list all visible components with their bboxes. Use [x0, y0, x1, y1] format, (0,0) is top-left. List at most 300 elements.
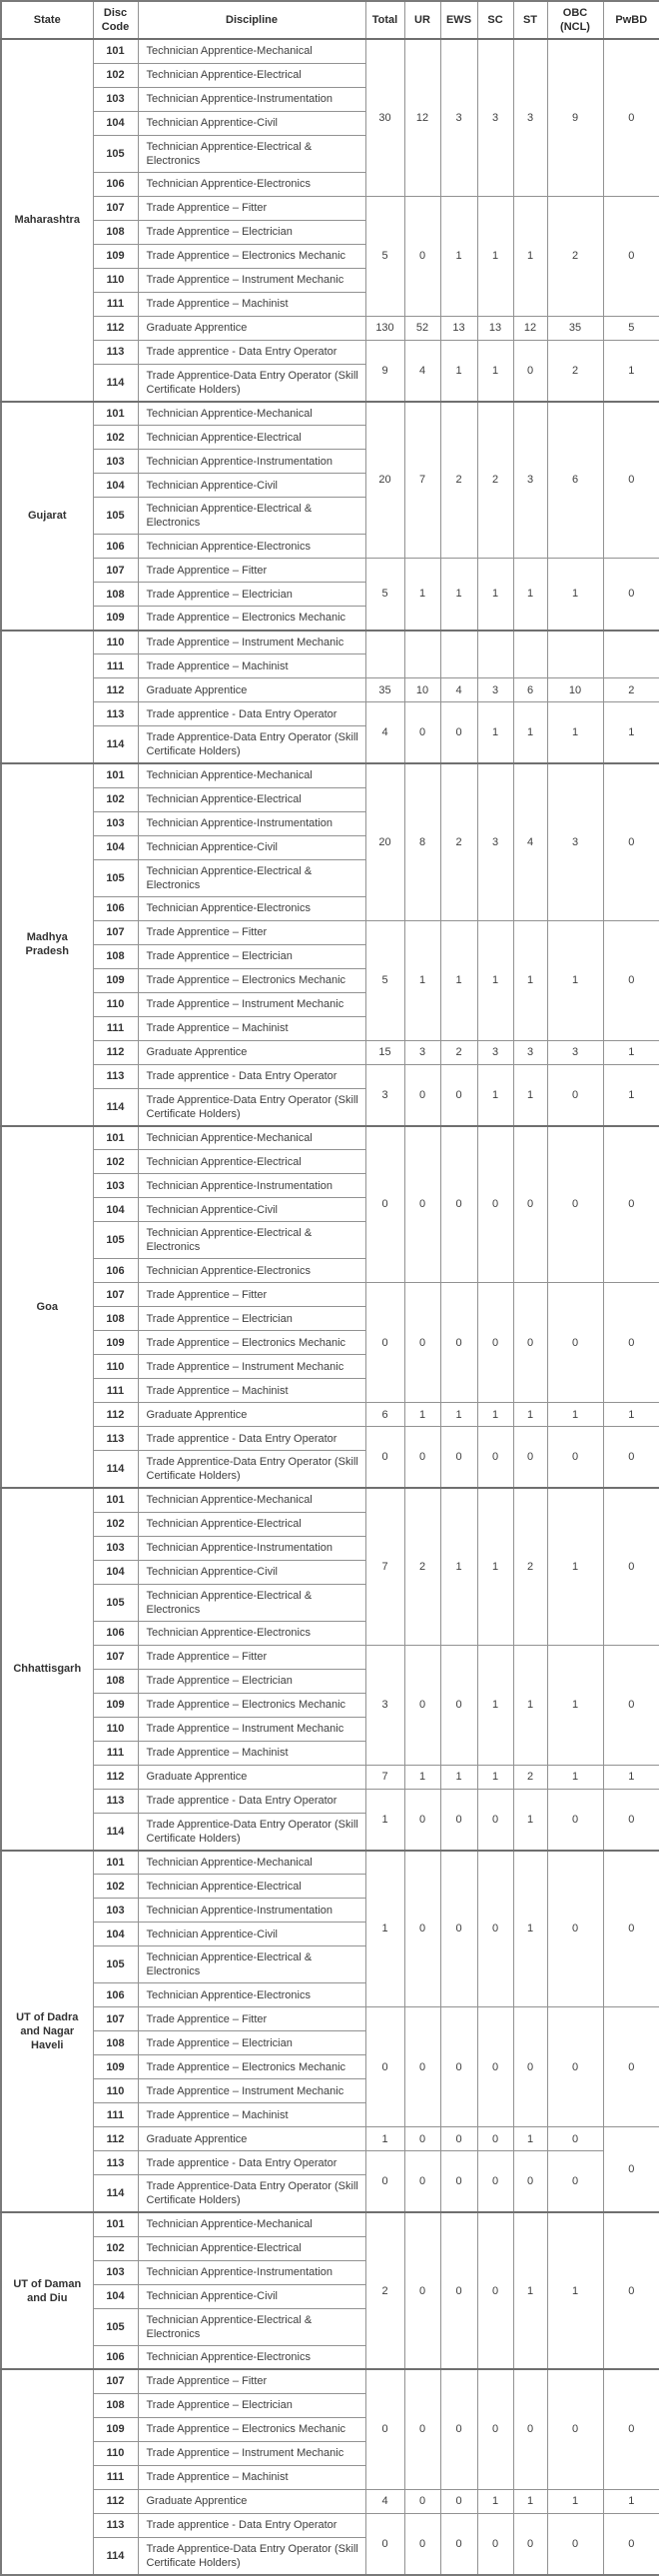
- disc-code-cell: 111: [93, 1379, 138, 1403]
- disc-code-cell: 110: [93, 268, 138, 292]
- disc-code-cell: 110: [93, 992, 138, 1016]
- value-cell: 0: [513, 2369, 547, 2489]
- value-cell: 3: [477, 678, 513, 702]
- state-cell: Gujarat: [1, 402, 93, 631]
- discipline-cell: Trade Apprentice – Machinist: [138, 1016, 365, 1040]
- value-cell: 13: [440, 316, 477, 340]
- disc-code-cell: 113: [93, 340, 138, 364]
- value-cell: 7: [365, 1488, 404, 1645]
- value-cell: 0: [603, 1126, 659, 1283]
- state-cell: [1, 2369, 93, 2575]
- disc-code-cell: 108: [93, 1307, 138, 1331]
- value-cell: 0: [603, 559, 659, 631]
- disc-code-cell: 111: [93, 654, 138, 678]
- value-cell: 4: [513, 763, 547, 920]
- disc-code-cell: 106: [93, 2345, 138, 2369]
- discipline-cell: Trade Apprentice – Instrument Mechanic: [138, 992, 365, 1016]
- value-cell: 0: [440, 1427, 477, 1489]
- discipline-cell: Technician Apprentice-Instrumentation: [138, 811, 365, 835]
- value-cell: 10: [404, 678, 440, 702]
- value-cell: 1: [513, 196, 547, 316]
- value-cell: 1: [513, 2489, 547, 2513]
- disc-code-cell: 108: [93, 2393, 138, 2417]
- discipline-cell: Trade Apprentice – Electronics Mechanic: [138, 1331, 365, 1355]
- value-cell: 0: [477, 1789, 513, 1851]
- discipline-cell: Technician Apprentice-Mechanical: [138, 2212, 365, 2236]
- table-row: [1, 2489, 659, 2513]
- value-cell: 1: [547, 702, 603, 764]
- value-cell: 1: [404, 1765, 440, 1789]
- table-row: [1, 1789, 659, 1813]
- col-header-st: ST: [513, 1, 547, 39]
- value-cell: [603, 631, 659, 678]
- value-cell: 0: [365, 1126, 404, 1283]
- col-header-total: Total: [365, 1, 404, 39]
- col-header-state: State: [1, 1, 93, 39]
- disc-code-cell: 111: [93, 1016, 138, 1040]
- disc-code-cell: 102: [93, 787, 138, 811]
- disc-code-cell: 106: [93, 1621, 138, 1645]
- discipline-cell: Trade Apprentice – Electrician: [138, 1307, 365, 1331]
- value-cell: 1: [547, 559, 603, 631]
- discipline-cell: Technician Apprentice-Instrumentation: [138, 450, 365, 474]
- value-cell: 1: [547, 1765, 603, 1789]
- disc-code-cell: 107: [93, 196, 138, 220]
- value-cell: 5: [365, 920, 404, 1040]
- value-cell: [547, 631, 603, 678]
- discipline-cell: Trade Apprentice-Data Entry Operator (Skill Certificate Holders): [138, 1451, 365, 1489]
- value-cell: 0: [547, 1064, 603, 1126]
- discipline-cell: Technician Apprentice-Civil: [138, 1923, 365, 1946]
- discipline-cell: Trade apprentice - Data Entry Operator: [138, 702, 365, 726]
- value-cell: 2: [440, 1040, 477, 1064]
- disc-code-cell: 109: [93, 244, 138, 268]
- disc-code-cell: 101: [93, 39, 138, 63]
- value-cell: 8: [404, 763, 440, 920]
- discipline-cell: Technician Apprentice-Electrical: [138, 63, 365, 87]
- value-cell: 0: [365, 2513, 404, 2575]
- discipline-cell: Trade Apprentice – Fitter: [138, 2007, 365, 2031]
- table-row: [1, 2212, 659, 2236]
- discipline-cell: Technician Apprentice-Electronics: [138, 1983, 365, 2007]
- value-cell: 35: [365, 678, 404, 702]
- value-cell: 0: [513, 1427, 547, 1489]
- value-cell: 3: [547, 1040, 603, 1064]
- discipline-cell: Graduate Apprentice: [138, 1403, 365, 1427]
- discipline-cell: Graduate Apprentice: [138, 1765, 365, 1789]
- state-cell: UT of Daman and Diu: [1, 2212, 93, 2369]
- disc-code-cell: 110: [93, 631, 138, 654]
- value-cell: 1: [365, 1789, 404, 1851]
- discipline-cell: Trade Apprentice – Electronics Mechanic: [138, 968, 365, 992]
- value-cell: 0: [603, 1645, 659, 1765]
- discipline-cell: Trade Apprentice – Fitter: [138, 1283, 365, 1307]
- value-cell: 9: [365, 340, 404, 402]
- discipline-cell: Trade Apprentice – Electronics Mechanic: [138, 244, 365, 268]
- col-header-pwbd: PwBD: [603, 1, 659, 39]
- discipline-cell: Technician Apprentice-Mechanical: [138, 39, 365, 63]
- table-row: [1, 1488, 659, 1512]
- disc-code-cell: 111: [93, 1741, 138, 1765]
- value-cell: 3: [477, 1040, 513, 1064]
- discipline-cell: Technician Apprentice-Mechanical: [138, 402, 365, 426]
- disc-code-cell: 105: [93, 859, 138, 896]
- disc-code-cell: 104: [93, 2284, 138, 2308]
- discipline-cell: Technician Apprentice-Civil: [138, 111, 365, 135]
- value-cell: 1: [477, 559, 513, 631]
- col-header-disc-code: Disc Code: [93, 1, 138, 39]
- value-cell: 2: [404, 1488, 440, 1645]
- value-cell: 2: [513, 1765, 547, 1789]
- discipline-cell: Technician Apprentice-Civil: [138, 2284, 365, 2308]
- discipline-cell: Trade Apprentice – Instrument Mechanic: [138, 268, 365, 292]
- disc-code-cell: 107: [93, 559, 138, 583]
- value-cell: 130: [365, 316, 404, 340]
- discipline-cell: Trade apprentice - Data Entry Operator: [138, 340, 365, 364]
- table-row: [1, 763, 659, 787]
- disc-code-cell: 103: [93, 450, 138, 474]
- discipline-cell: Trade apprentice - Data Entry Operator: [138, 1427, 365, 1451]
- value-cell: 3: [477, 39, 513, 196]
- value-cell: 7: [404, 402, 440, 559]
- table-row: [1, 340, 659, 364]
- disc-code-cell: 105: [93, 1584, 138, 1621]
- table-row: [1, 1064, 659, 1088]
- state-cell: Chhattisgarh: [1, 1488, 93, 1851]
- table-row: [1, 1283, 659, 1307]
- discipline-cell: Trade apprentice - Data Entry Operator: [138, 2151, 365, 2175]
- value-cell: 0: [440, 2151, 477, 2213]
- discipline-cell: Technician Apprentice-Electronics: [138, 896, 365, 920]
- value-cell: 0: [603, 2127, 659, 2213]
- value-cell: 0: [603, 196, 659, 316]
- discipline-cell: Technician Apprentice-Electronics: [138, 1621, 365, 1645]
- value-cell: 2: [513, 1488, 547, 1645]
- value-cell: 0: [440, 1645, 477, 1765]
- value-cell: 0: [440, 2489, 477, 2513]
- table-row: [1, 1403, 659, 1427]
- value-cell: 0: [404, 2007, 440, 2127]
- value-cell: 12: [404, 39, 440, 196]
- disc-code-cell: 108: [93, 2031, 138, 2055]
- value-cell: 0: [547, 2007, 603, 2127]
- value-cell: 10: [547, 678, 603, 702]
- discipline-cell: Trade Apprentice – Machinist: [138, 1379, 365, 1403]
- disc-code-cell: 113: [93, 1427, 138, 1451]
- value-cell: 1: [547, 2489, 603, 2513]
- table-row: [1, 1851, 659, 1875]
- value-cell: 1: [513, 1789, 547, 1851]
- discipline-cell: Technician Apprentice-Mechanical: [138, 763, 365, 787]
- value-cell: 3: [365, 1064, 404, 1126]
- disc-code-cell: 102: [93, 1150, 138, 1174]
- discipline-cell: Graduate Apprentice: [138, 2127, 365, 2151]
- discipline-cell: Technician Apprentice-Electrical: [138, 1150, 365, 1174]
- discipline-cell: Graduate Apprentice: [138, 2489, 365, 2513]
- value-cell: 5: [603, 316, 659, 340]
- disc-code-cell: 109: [93, 2417, 138, 2441]
- discipline-cell: Trade apprentice - Data Entry Operator: [138, 2513, 365, 2537]
- discipline-cell: Technician Apprentice-Mechanical: [138, 1851, 365, 1875]
- discipline-cell: Trade Apprentice – Fitter: [138, 920, 365, 944]
- disc-code-cell: 112: [93, 2127, 138, 2151]
- table-header: [1, 1, 659, 39]
- value-cell: 1: [547, 2212, 603, 2369]
- value-cell: 0: [404, 196, 440, 316]
- value-cell: 0: [513, 340, 547, 402]
- disc-code-cell: 103: [93, 2260, 138, 2284]
- discipline-cell: Trade Apprentice-Data Entry Operator (Skill Certificate Holders): [138, 364, 365, 402]
- discipline-cell: Trade Apprentice – Machinist: [138, 292, 365, 316]
- value-cell: 0: [547, 1283, 603, 1403]
- disc-code-cell: 104: [93, 1923, 138, 1946]
- value-cell: 0: [513, 2513, 547, 2575]
- disc-code-cell: 101: [93, 763, 138, 787]
- value-cell: 0: [404, 1283, 440, 1403]
- value-cell: 0: [404, 2127, 440, 2151]
- value-cell: 0: [477, 1851, 513, 2007]
- value-cell: 0: [365, 1427, 404, 1489]
- discipline-cell: Trade Apprentice – Electrician: [138, 2393, 365, 2417]
- discipline-cell: Technician Apprentice-Instrumentation: [138, 2260, 365, 2284]
- value-cell: 0: [477, 2513, 513, 2575]
- discipline-cell: Technician Apprentice-Mechanical: [138, 1488, 365, 1512]
- table-row: [1, 2127, 659, 2151]
- value-cell: 12: [513, 316, 547, 340]
- discipline-cell: Trade Apprentice – Electronics Mechanic: [138, 2055, 365, 2079]
- value-cell: 2: [477, 402, 513, 559]
- value-cell: 1: [404, 920, 440, 1040]
- value-cell: 1: [513, 702, 547, 764]
- disc-code-cell: 106: [93, 172, 138, 196]
- col-header-ur: UR: [404, 1, 440, 39]
- value-cell: 0: [603, 763, 659, 920]
- value-cell: 0: [404, 1126, 440, 1283]
- value-cell: 9: [547, 39, 603, 196]
- disc-code-cell: 113: [93, 2151, 138, 2175]
- value-cell: 1: [603, 1064, 659, 1126]
- discipline-cell: Trade Apprentice – Electronics Mechanic: [138, 607, 365, 631]
- discipline-cell: Trade Apprentice – Instrument Mechanic: [138, 631, 365, 654]
- value-cell: 0: [440, 1126, 477, 1283]
- disc-code-cell: 112: [93, 316, 138, 340]
- discipline-cell: Trade Apprentice – Electrician: [138, 2031, 365, 2055]
- value-cell: 0: [477, 2212, 513, 2369]
- value-cell: 0: [547, 2127, 603, 2151]
- discipline-cell: Technician Apprentice-Electrical & Electronics: [138, 1584, 365, 1621]
- value-cell: 0: [404, 2489, 440, 2513]
- discipline-cell: Technician Apprentice-Electrical: [138, 426, 365, 450]
- value-cell: 1: [603, 1403, 659, 1427]
- value-cell: 0: [440, 2369, 477, 2489]
- disc-code-cell: 114: [93, 2175, 138, 2213]
- discipline-cell: Trade apprentice - Data Entry Operator: [138, 1064, 365, 1088]
- value-cell: 0: [365, 1283, 404, 1403]
- discipline-cell: Technician Apprentice-Instrumentation: [138, 1899, 365, 1923]
- value-cell: 0: [603, 1851, 659, 2007]
- disc-code-cell: 114: [93, 1088, 138, 1126]
- value-cell: 3: [404, 1040, 440, 1064]
- value-cell: 35: [547, 316, 603, 340]
- discipline-cell: Technician Apprentice-Civil: [138, 835, 365, 859]
- state-cell: UT of Dadra and Nagar Haveli: [1, 1851, 93, 2213]
- value-cell: 1: [513, 1851, 547, 2007]
- value-cell: 0: [547, 1126, 603, 1283]
- value-cell: 0: [603, 1283, 659, 1403]
- discipline-cell: Trade Apprentice – Fitter: [138, 2369, 365, 2393]
- disc-code-cell: 105: [93, 2308, 138, 2345]
- value-cell: 0: [603, 920, 659, 1040]
- col-header-ews: EWS: [440, 1, 477, 39]
- disc-code-cell: 102: [93, 1875, 138, 1899]
- disc-code-cell: 102: [93, 426, 138, 450]
- table-row: [1, 1765, 659, 1789]
- table-row: [1, 2513, 659, 2537]
- value-cell: 1: [547, 1403, 603, 1427]
- value-cell: 1: [603, 2489, 659, 2513]
- value-cell: 0: [603, 1488, 659, 1645]
- value-cell: 6: [513, 678, 547, 702]
- value-cell: 1: [440, 1403, 477, 1427]
- disc-code-cell: 104: [93, 111, 138, 135]
- value-cell: 2: [547, 196, 603, 316]
- value-cell: 1: [477, 920, 513, 1040]
- value-cell: 0: [603, 2212, 659, 2369]
- value-cell: 1: [513, 920, 547, 1040]
- value-cell: 1: [440, 1765, 477, 1789]
- value-cell: 1: [404, 1403, 440, 1427]
- value-cell: 5: [365, 196, 404, 316]
- value-cell: 1: [365, 2127, 404, 2151]
- state-cell: Goa: [1, 1126, 93, 1489]
- discipline-cell: Trade Apprentice – Machinist: [138, 2103, 365, 2127]
- value-cell: 0: [404, 2369, 440, 2489]
- table-row: [1, 1427, 659, 1451]
- value-cell: 1: [440, 559, 477, 631]
- discipline-cell: Trade Apprentice-Data Entry Operator (Skill Certificate Holders): [138, 2537, 365, 2575]
- header-row: [1, 1, 659, 39]
- value-cell: 0: [404, 2212, 440, 2369]
- value-cell: 3: [440, 39, 477, 196]
- discipline-cell: Technician Apprentice-Electrical: [138, 1512, 365, 1536]
- table-row: [1, 920, 659, 944]
- disc-code-cell: 101: [93, 1126, 138, 1150]
- value-cell: 2: [440, 402, 477, 559]
- disc-code-cell: 109: [93, 607, 138, 631]
- disc-code-cell: 108: [93, 583, 138, 607]
- table-row: [1, 39, 659, 63]
- value-cell: 1: [513, 1645, 547, 1765]
- discipline-cell: Trade Apprentice-Data Entry Operator (Skill Certificate Holders): [138, 1813, 365, 1851]
- discipline-cell: Trade apprentice - Data Entry Operator: [138, 1789, 365, 1813]
- discipline-cell: Trade Apprentice – Fitter: [138, 1645, 365, 1669]
- value-cell: 0: [404, 1427, 440, 1489]
- value-cell: 1: [477, 1403, 513, 1427]
- disc-code-cell: 107: [93, 2007, 138, 2031]
- disc-code-cell: 109: [93, 968, 138, 992]
- disc-code-cell: 109: [93, 1693, 138, 1717]
- value-cell: 15: [365, 1040, 404, 1064]
- value-cell: 0: [547, 2369, 603, 2489]
- value-cell: 1: [477, 340, 513, 402]
- value-cell: 0: [547, 1427, 603, 1489]
- table-row: [1, 2151, 659, 2175]
- value-cell: 0: [477, 1427, 513, 1489]
- value-cell: 0: [440, 702, 477, 764]
- value-cell: 1: [603, 1040, 659, 1064]
- discipline-cell: Trade Apprentice – Electrician: [138, 944, 365, 968]
- value-cell: 2: [547, 340, 603, 402]
- value-cell: 1: [440, 196, 477, 316]
- discipline-cell: Trade Apprentice – Fitter: [138, 196, 365, 220]
- disc-code-cell: 114: [93, 2537, 138, 2575]
- value-cell: 0: [440, 1283, 477, 1403]
- discipline-cell: Graduate Apprentice: [138, 1040, 365, 1064]
- discipline-cell: Trade Apprentice – Instrument Mechanic: [138, 1717, 365, 1741]
- value-cell: 0: [513, 2151, 547, 2213]
- discipline-cell: Trade Apprentice – Instrument Mechanic: [138, 1355, 365, 1379]
- value-cell: 4: [404, 340, 440, 402]
- disc-code-cell: 102: [93, 1512, 138, 1536]
- disc-code-cell: 113: [93, 1789, 138, 1813]
- discipline-cell: Technician Apprentice-Electrical & Electronics: [138, 859, 365, 896]
- disc-code-cell: 113: [93, 702, 138, 726]
- disc-code-cell: 107: [93, 1645, 138, 1669]
- value-cell: 4: [365, 702, 404, 764]
- discipline-cell: Trade Apprentice-Data Entry Operator (Skill Certificate Holders): [138, 2175, 365, 2213]
- disc-code-cell: 111: [93, 2103, 138, 2127]
- disc-code-cell: 112: [93, 1765, 138, 1789]
- value-cell: 0: [440, 1064, 477, 1126]
- value-cell: 0: [547, 1789, 603, 1851]
- disc-code-cell: 105: [93, 135, 138, 172]
- value-cell: 3: [513, 1040, 547, 1064]
- value-cell: 0: [547, 2151, 603, 2213]
- value-cell: 1: [365, 1851, 404, 2007]
- disc-code-cell: 112: [93, 1403, 138, 1427]
- disc-code-cell: 102: [93, 63, 138, 87]
- value-cell: 2: [603, 678, 659, 702]
- value-cell: 3: [365, 1645, 404, 1765]
- value-cell: 1: [513, 2127, 547, 2151]
- value-cell: 0: [477, 2127, 513, 2151]
- state-cell: Maharashtra: [1, 39, 93, 402]
- disc-code-cell: 106: [93, 896, 138, 920]
- discipline-cell: Technician Apprentice-Instrumentation: [138, 1536, 365, 1560]
- disc-code-cell: 107: [93, 920, 138, 944]
- disc-code-cell: 106: [93, 1983, 138, 2007]
- discipline-cell: Technician Apprentice-Civil: [138, 474, 365, 498]
- discipline-cell: Trade Apprentice-Data Entry Operator (Skill Certificate Holders): [138, 726, 365, 764]
- disc-code-cell: 103: [93, 1174, 138, 1198]
- disc-code-cell: 111: [93, 292, 138, 316]
- value-cell: 0: [603, 2007, 659, 2127]
- value-cell: 1: [547, 920, 603, 1040]
- discipline-cell: Technician Apprentice-Electrical: [138, 2236, 365, 2260]
- disc-code-cell: 102: [93, 2236, 138, 2260]
- value-cell: 1: [547, 1488, 603, 1645]
- disc-code-cell: 112: [93, 2489, 138, 2513]
- disc-code-cell: 101: [93, 1488, 138, 1512]
- disc-code-cell: 111: [93, 2465, 138, 2489]
- value-cell: 3: [547, 763, 603, 920]
- col-header-sc: SC: [477, 1, 513, 39]
- disc-code-cell: 106: [93, 535, 138, 559]
- value-cell: 0: [477, 2369, 513, 2489]
- value-cell: 0: [603, 402, 659, 559]
- value-cell: 0: [440, 2513, 477, 2575]
- discipline-cell: Trade Apprentice – Machinist: [138, 1741, 365, 1765]
